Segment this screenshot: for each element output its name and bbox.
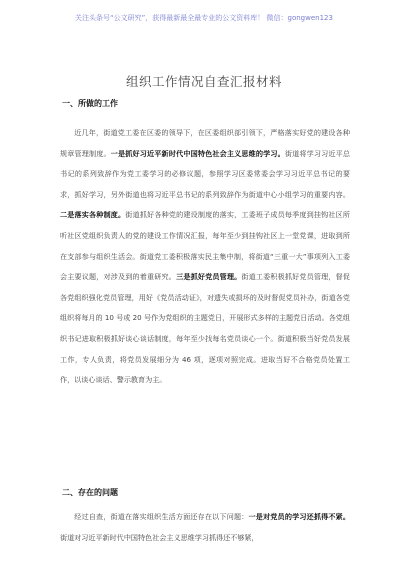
text-run: 经过自查，街道在落实组织生活方面还存在以下问题：: [74, 512, 249, 521]
document-title: 组织工作情况自查汇报材料: [125, 74, 282, 89]
bold-text-run: 三是抓好党员管理。: [176, 272, 242, 282]
section-2-paragraph: [60, 507, 350, 548]
text-run: 街道工委积极抓好党员管理，督促各党组织强化党员管理，用好《党员活动证》，对遗失或损坏的及时督促党员补办，街道各党组织将每月的 10 号或 20 号作为党组织的主题党日，开展形式多样的主题党日活动。各党组织书记进取积极抓好谈心谈话制度，每年至少找每名党员谈心一个。街道积极当好党员发展工作，专人负责，将党员发展细分为 46 项，逐项对照完成。进取当好不合格党员处置工作，以谈心谈话、警示教育为主。: [60, 272, 351, 385]
header-banner: 关注头条号“公文研究”，获得最新最全最专业的公文资料库！ 微信：gongwen123: [75, 14, 333, 22]
section-1-paragraph: [60, 123, 350, 391]
text-run: 近几年，街道党工委在区委的领导下，在区委组织部引领下，严格落实好党的建设各种规章管理制度。: [60, 128, 350, 158]
section-2-body: [60, 507, 350, 548]
bold-text-run: 二是落实各种制度。: [60, 210, 126, 220]
text-run: 街道将学习习近平总书记的系列致辞作为党工委学习的必修议题，参照学习区委常委会学习习近平总书记的要求，抓好学习，另外街道也将习近平总书记的系列致辞作为街道中心小组学习的重要内容。: [60, 148, 351, 199]
section-heading-1: 一、所做的工作: [62, 99, 118, 108]
bold-text-run: 一是对党员的学习还抓得不紧。: [248, 512, 351, 521]
section-1-body: [60, 123, 350, 391]
text-run: 街道对习近平新时代中国特色社会主义思维学习抓得还不够紧，: [60, 532, 259, 542]
bold-text-run: 一是抓好习近平新时代中国特色社会主义思维的学习。: [110, 148, 285, 158]
text-run: 街道抓好各种党的建设制度的落实，工委班子成员每季度到挂钩社区所听社区党组织负责人的党的建设工作情况汇报，每年至少到挂钩社区上一堂党课，进取到所在支部参与组织生活会。街道党工委积极落实民主集中制，将街道“三重一大”事项列入工委会主要议题，对涉及到的着重研究。: [60, 210, 351, 282]
section-heading-2: 二、存在的问题: [62, 488, 118, 497]
